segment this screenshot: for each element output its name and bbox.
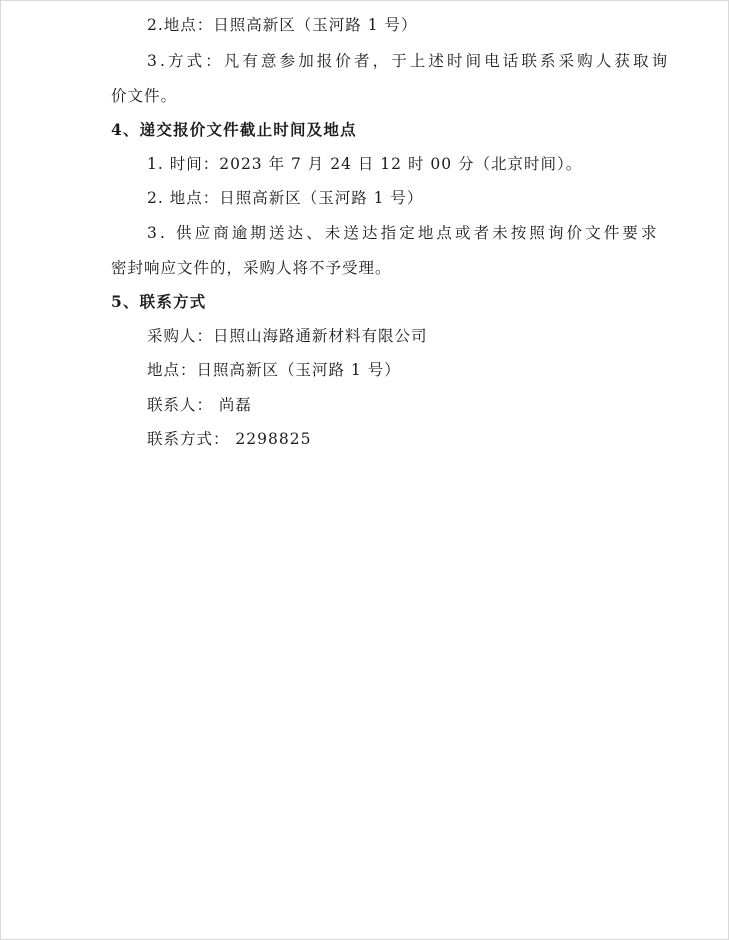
contact-person: 联系人： 尚磊: [147, 396, 252, 414]
submission-rule-line1: 3. 供应商逾期送达、未送达指定地点或者未按照询价文件要求: [147, 224, 660, 242]
section-heading-contact: 5、联系方式: [111, 292, 207, 311]
contact-phone: 联系方式： 2298825: [147, 430, 312, 448]
submission-address: 2. 地点：日照高新区（玉河路 1 号）: [147, 189, 424, 207]
section-heading-submission: 4、递交报价文件截止时间及地点: [111, 120, 357, 139]
submission-deadline: 1. 时间：2023 年 7 月 24 日 12 时 00 分（北京时间）。: [147, 155, 583, 173]
procurement-method-line1: 3.方式：凡有意参加报价者，于上述时间电话联系采购人获取询: [147, 52, 671, 70]
submission-rule-line2: 密封响应文件的，采购人将不予受理。: [111, 259, 392, 277]
buyer-name: 采购人：日照山海路通新材料有限公司: [147, 327, 428, 345]
procurement-address: 2.地点：日照高新区（玉河路 1 号）: [147, 16, 418, 34]
procurement-method-line2: 价文件。: [111, 87, 178, 105]
buyer-address: 地点：日照高新区（玉河路 1 号）: [147, 361, 401, 379]
